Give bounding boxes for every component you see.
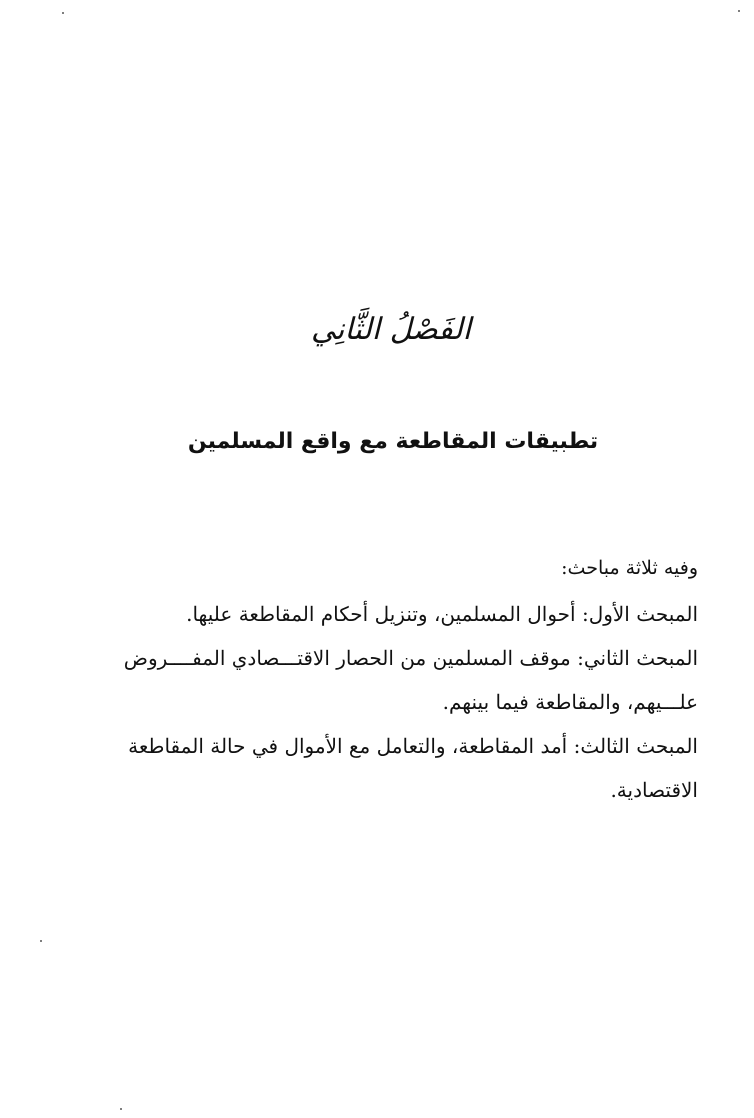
section-item-3: المبحث الثالث: أمد المقاطعة، والتعامل مع الأموال في حالة المقاطعة الاقتصادية. xyxy=(128,734,698,802)
scan-speck xyxy=(738,10,740,12)
scan-speck xyxy=(120,1108,122,1110)
sections-list xyxy=(88,592,698,812)
section-item-2: المبحث الثاني: موقف المسلمين من الحصار الاقتـــصادي المفــــروض علـــيهم، والمقاطعة فيما بينهم. xyxy=(123,646,698,714)
chapter-heading: تطبيقات المقاطعة مع واقع المسلمين xyxy=(187,429,599,454)
intro-text: وفيه ثلاثة مباحث: xyxy=(561,557,698,579)
chapter-title: الفَصْلُ الثَّانِي xyxy=(311,312,471,347)
scan-speck xyxy=(40,940,42,942)
section-item-1: المبحث الأول: أحوال المسلمين، وتنزيل أحكام المقاطعة عليها. xyxy=(186,602,698,626)
scan-speck xyxy=(62,12,64,14)
